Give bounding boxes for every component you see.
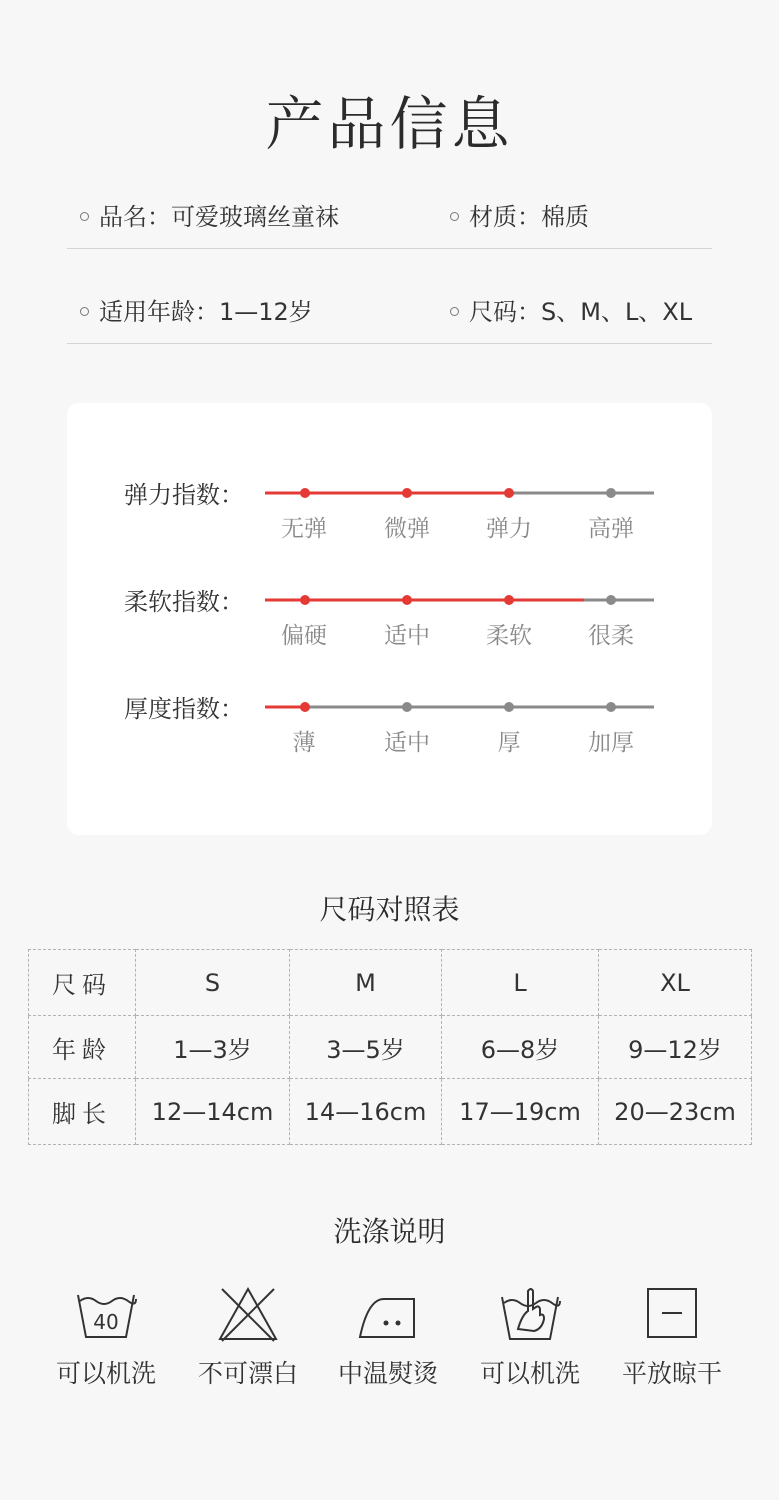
- care-item-dryflat: [602, 1285, 742, 1391]
- table-row: [29, 1079, 752, 1145]
- scale-dot: [606, 595, 616, 605]
- elasticity-tick: 无弹: [281, 516, 327, 542]
- softness-tick: 适中: [384, 623, 430, 649]
- table-cell: 脚长: [29, 1079, 136, 1145]
- care-item-handwash: [460, 1285, 600, 1391]
- table-cell: 尺码: [29, 950, 136, 1016]
- table-cell: XL: [599, 950, 752, 1016]
- dry-flat-icon: [640, 1285, 704, 1343]
- elasticity-label: 弹力指数：: [124, 481, 244, 509]
- svg-text:40: 40: [93, 1310, 119, 1334]
- softness-scale: [262, 588, 657, 612]
- wash-40-icon: [74, 1285, 138, 1343]
- table-cell: 20—23cm: [599, 1079, 752, 1145]
- scale-dot: [606, 702, 616, 712]
- scale-dot: [504, 595, 514, 605]
- info-material: 材质：棉质: [450, 200, 589, 234]
- scale-dot: [402, 488, 412, 498]
- softness-tick: 偏硬: [281, 623, 327, 649]
- table-cell: L: [442, 950, 599, 1016]
- softness-label: 柔软指数：: [124, 588, 244, 616]
- table-cell: 14—16cm: [290, 1079, 442, 1145]
- care-label: 平放晾干: [621, 1359, 722, 1388]
- size-chart-title: 尺码对照表: [319, 893, 460, 926]
- info-size: 尺码：S、M、L、XL: [450, 295, 692, 329]
- care-item-bleach: [178, 1285, 318, 1391]
- thickness-tick: 厚: [497, 730, 521, 756]
- bullet-icon: [80, 212, 89, 221]
- scale-dot: [300, 702, 310, 712]
- elasticity-scale: [262, 481, 657, 505]
- iron-medium-icon: [356, 1285, 420, 1343]
- scale-dot: [504, 702, 514, 712]
- table-cell: 1—3岁: [136, 1016, 290, 1079]
- info-age: 适用年龄：1—12岁: [80, 295, 313, 329]
- bullet-icon: [80, 307, 89, 316]
- thickness-scale: [262, 695, 657, 719]
- table-cell: 9—12岁: [599, 1016, 752, 1079]
- no-bleach-icon: [216, 1285, 280, 1343]
- elasticity-tick: 微弹: [384, 516, 430, 542]
- index-card: [67, 403, 712, 835]
- table-cell: M: [290, 950, 442, 1016]
- page-title: 产品信息: [265, 90, 514, 158]
- table-row: [29, 950, 752, 1016]
- table-row: [29, 1016, 752, 1079]
- table-cell: 17—19cm: [442, 1079, 599, 1145]
- table-cell: 3—5岁: [290, 1016, 442, 1079]
- care-label: 中温熨烫: [337, 1359, 438, 1388]
- table-cell: 6—8岁: [442, 1016, 599, 1079]
- info-product-name: 品名：可爱玻璃丝童袜: [80, 200, 339, 234]
- care-item-wash: [36, 1285, 176, 1391]
- care-label: 可以机洗: [479, 1359, 580, 1388]
- thickness-tick: 适中: [384, 730, 430, 756]
- care-label: 不可漂白: [197, 1359, 298, 1388]
- info-row-2: [67, 287, 712, 344]
- scale-dot: [300, 595, 310, 605]
- scale-dot: [606, 488, 616, 498]
- hand-wash-icon: [498, 1285, 562, 1343]
- thickness-tick: 加厚: [588, 730, 634, 756]
- scale-dot: [402, 702, 412, 712]
- bullet-icon: [450, 212, 459, 221]
- care-item-iron: [318, 1285, 458, 1391]
- thickness-tick: 薄: [292, 730, 316, 756]
- elasticity-tick: 高弹: [588, 516, 634, 542]
- size-chart-table: [28, 949, 752, 1145]
- table-cell: 年龄: [29, 1016, 136, 1079]
- bullet-icon: [450, 307, 459, 316]
- softness-tick: 很柔: [588, 623, 634, 649]
- washing-title: 洗涤说明: [333, 1215, 446, 1248]
- thickness-label: 厚度指数：: [124, 695, 244, 723]
- elasticity-tick: 弹力: [486, 516, 532, 542]
- table-cell: 12—14cm: [136, 1079, 290, 1145]
- scale-dot: [504, 488, 514, 498]
- table-cell: S: [136, 950, 290, 1016]
- care-label: 可以机洗: [55, 1359, 156, 1388]
- softness-tick: 柔软: [486, 623, 532, 649]
- scale-dot: [402, 595, 412, 605]
- scale-dot: [300, 488, 310, 498]
- info-row-1: [67, 192, 712, 249]
